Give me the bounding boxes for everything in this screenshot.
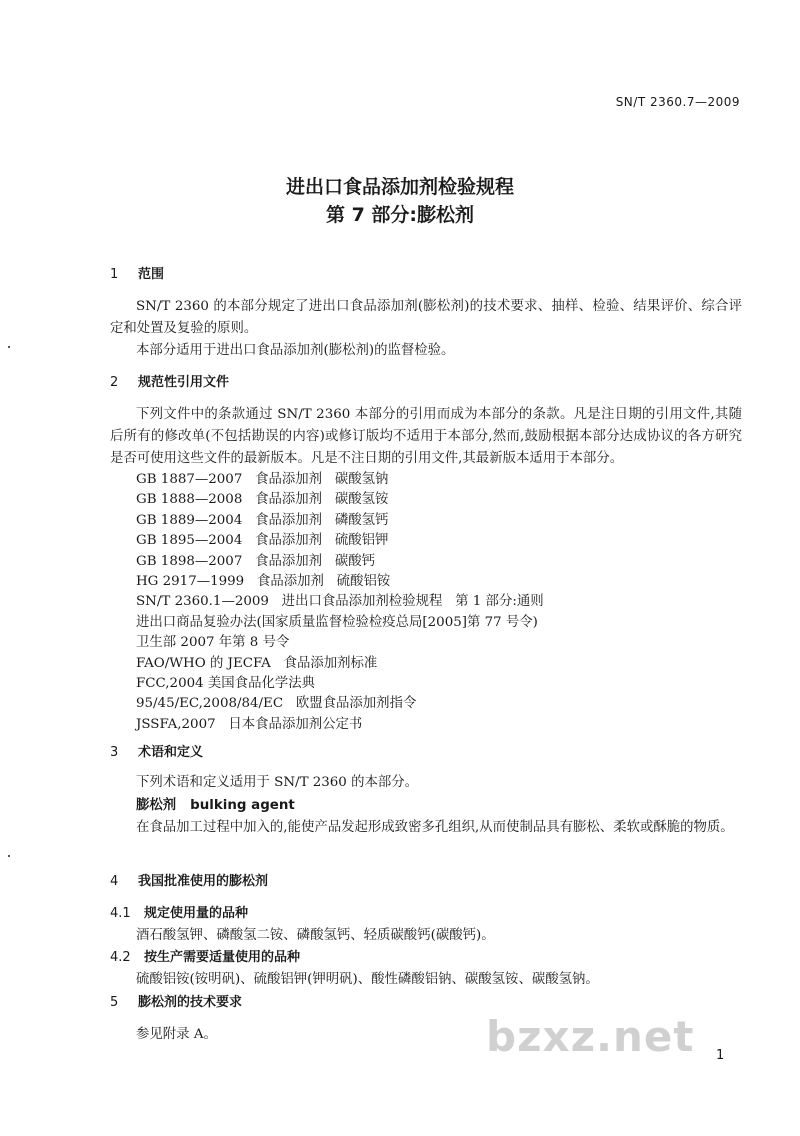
section-approved-bulking-agents [110,871,742,991]
section-normative-references [110,372,742,735]
reference-item: GB 1889—2004 食品添加剂 磷酸氢钙 [136,512,389,528]
term-chinese: 膨松剂 [136,797,177,813]
section-title: 膨松剂的技术要求 [138,995,243,1010]
paragraph: 硫酸铝铵(铵明矾)、硫酸铝钾(钾明矾)、酸性磷酸铝钠、碳酸氢铵、碳酸氢钠。 [136,972,599,987]
page-number: 1 [716,1048,725,1063]
watermark: bzxz.net [486,1012,695,1061]
section-heading [110,742,742,764]
section-title: 规范性引用文件 [138,375,230,390]
paragraph: 下列术语和定义适用于 SN/T 2360 的本部分。 [136,775,419,790]
subsection-number: 4.2 [110,950,131,965]
paragraph: SN/T 2360 的本部分规定了进出口食品添加剂(膨松剂)的技术要求、抽样、检验、结果评价、综合评定和处置及复验的原则。 [110,299,742,336]
paragraph: 参见附录 A。 [136,1027,217,1042]
term-entry [110,794,742,817]
section-heading [110,871,742,893]
paragraph: 下列文件中的条款通过 SN/T 2360 本部分的引用而成为本部分的条款。凡是注日期的引用文件,其随后所有的修改单(不包括勘误的内容)或修订版均不适用于本部分,然而,鼓励根据本部分达成协议的各方研究是否可使用这些文件的最新版本。凡是不注日期的引用文件,其最新版本适用于本部分。 [110,407,742,466]
paragraph: 本部分适用于进出口食品添加剂(膨松剂)的监督检验。 [136,343,455,358]
reference-item: JSSFA,2007 日本食品添加剂公定书 [136,716,363,732]
scan-speck [8,855,10,857]
standard-code: SN/T 2360.7—2009 [615,95,740,109]
section-scope [110,264,742,362]
section-number: 2 [110,375,119,390]
document-title: 进出口食品添加剂检验规程 [285,176,514,198]
document-subtitle: 第 7 部分:膨松剂 [325,204,475,226]
section-number: 4 [110,874,119,889]
subsection-title: 按生产需要适量使用的品种 [144,950,301,965]
section-terms-definitions [110,742,742,839]
section-title: 术语和定义 [138,745,204,760]
section-heading [110,264,742,286]
section-number: 1 [110,267,119,282]
reference-item: GB 1887—2007 食品添加剂 碳酸氢钠 [136,472,389,487]
section-number: 5 [110,995,119,1010]
term-english: bulking agent [190,798,295,813]
reference-item: HG 2917—1999 食品添加剂 硫酸铝铵 [136,574,391,590]
section-heading [110,992,742,1014]
reference-item: FCC,2004 美国食品化学法典 [136,676,316,692]
reference-item: GB 1895—2004 食品添加剂 硫酸铝钾 [136,533,389,549]
paragraph: 酒石酸氢钾、磷酸氢二铵、磷酸氢钙、轻质碳酸钙(碳酸钙)。 [136,928,495,943]
reference-item: SN/T 2360.1—2009 进出口食品添加剂检验规程 第 1 部分:通则 [136,594,544,610]
reference-item: GB 1898—2007 食品添加剂 碳酸钙 [136,553,376,569]
reference-item: 卫生部 2007 年第 8 号令 [136,635,290,651]
section-title: 范围 [138,267,165,282]
scan-speck [8,346,10,348]
subsection-heading [110,903,742,925]
subsection-heading [110,947,742,969]
section-number: 3 [110,745,119,760]
reference-item: GB 1888—2008 食品添加剂 碳酸氢铵 [136,492,389,508]
subsection-number: 4.1 [110,906,131,921]
reference-list [110,470,742,735]
reference-item: FAO/WHO 的 JECFA 食品添加剂标准 [136,655,378,671]
section-title: 我国批准使用的膨松剂 [138,874,269,889]
section-heading [110,372,742,394]
reference-item: 95/45/EC,2008/84/EC 欧盟食品添加剂指令 [136,696,417,712]
term-definition: 在食品加工过程中加入的,能使产品发起形成致密多孔组织,从而使制品具有膨松、柔软或酥脆的物质。 [136,820,734,835]
reference-item: 进出口商品复验办法(国家质量监督检验检疫总局[2005]第 77 号令) [136,614,538,630]
subsection-title: 规定使用量的品种 [144,906,249,921]
